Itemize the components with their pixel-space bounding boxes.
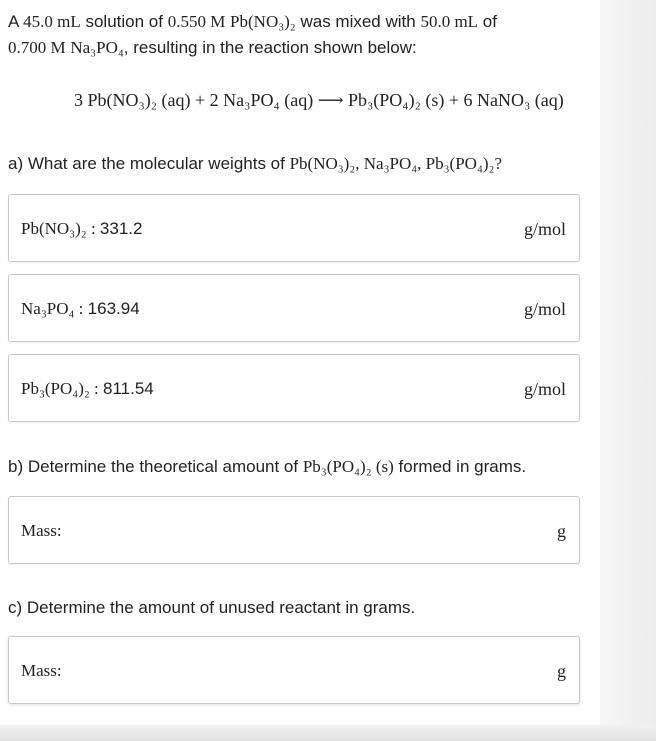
- question-c: c) Determine the amount of unused reactant in grams.: [8, 598, 416, 617]
- problem-suffix: , resulting in the reaction shown below:: [123, 38, 417, 57]
- problem-mid-2: was mixed with: [295, 12, 421, 31]
- answer-a3-value: 811.54: [103, 379, 154, 398]
- answer-a3-label: [21, 377, 154, 401]
- answer-a3-unit: g/mol: [523, 379, 566, 399]
- answer-b-label: [21, 519, 62, 543]
- question-a-suffix: ?: [494, 154, 503, 173]
- concentration-1: 0.550 M: [167, 12, 226, 31]
- question-b-species: Pb₃(PO₄)₂ (s): [302, 457, 394, 476]
- answer-box-c[interactable]: [8, 636, 580, 704]
- reactant-1: Pb(NO₃)₂: [230, 12, 296, 31]
- answer-a3-separator: :: [89, 379, 104, 398]
- reaction-equation: 3 Pb(NO₃)₂ (aq) + 2 Na₃PO₄ (aq) ⟶ Pb₃(PO₄)₂ (s) + 6 NaNO₃ (aq): [74, 90, 564, 110]
- answer-box-a2[interactable]: [8, 274, 580, 342]
- answer-a2-species: Na₃PO₄: [21, 299, 75, 318]
- answer-a1-label: [21, 217, 142, 241]
- problem-mid-1: solution of: [80, 12, 168, 31]
- question-a-species: Pb(NO₃)₂, Na₃PO₄, Pb₃(PO₄)₂: [289, 154, 495, 173]
- answer-c-label: [21, 659, 62, 683]
- answer-a2-separator: :: [74, 299, 88, 318]
- problem-mid-3: of: [478, 12, 497, 31]
- volume-1: 45.0 mL: [23, 12, 81, 31]
- question-a-prefix: a) What are the molecular weights of: [8, 154, 290, 173]
- question-a: [8, 152, 502, 176]
- answer-a3-species: Pb₃(PO₄)₂: [21, 379, 90, 398]
- answer-box-a1[interactable]: [8, 194, 580, 262]
- bottom-page-shadow: [0, 725, 656, 741]
- right-page-shadow: [600, 0, 656, 741]
- answer-a1-unit: g/mol: [523, 219, 566, 239]
- answer-a2-unit: g/mol: [523, 299, 566, 319]
- question-b: [8, 455, 526, 479]
- question-b-prefix: b) Determine the theoretical amount of: [8, 457, 303, 476]
- answer-a1-species: Pb(NO₃)₂: [21, 219, 87, 238]
- concentration-2: 0.700 M: [8, 38, 66, 57]
- answer-b-label-text: Mass:: [21, 521, 62, 540]
- answer-a1-separator: :: [86, 219, 100, 238]
- answer-c-label-text: Mass:: [21, 661, 62, 680]
- problem-statement: [8, 9, 598, 61]
- answer-c-unit: g: [557, 661, 566, 681]
- problem-prefix: A: [8, 12, 24, 31]
- reactant-2: Na₃PO₄: [70, 38, 124, 57]
- answer-box-b[interactable]: [8, 496, 580, 564]
- answer-a1-value: 331.2: [99, 219, 143, 238]
- answer-box-a3[interactable]: [8, 354, 580, 422]
- answer-a2-label: [21, 297, 140, 321]
- question-b-suffix: formed in grams.: [393, 457, 527, 476]
- answer-a2-value: 163.94: [87, 299, 140, 318]
- volume-2: 50.0 mL: [420, 12, 479, 31]
- answer-b-unit: g: [557, 521, 566, 541]
